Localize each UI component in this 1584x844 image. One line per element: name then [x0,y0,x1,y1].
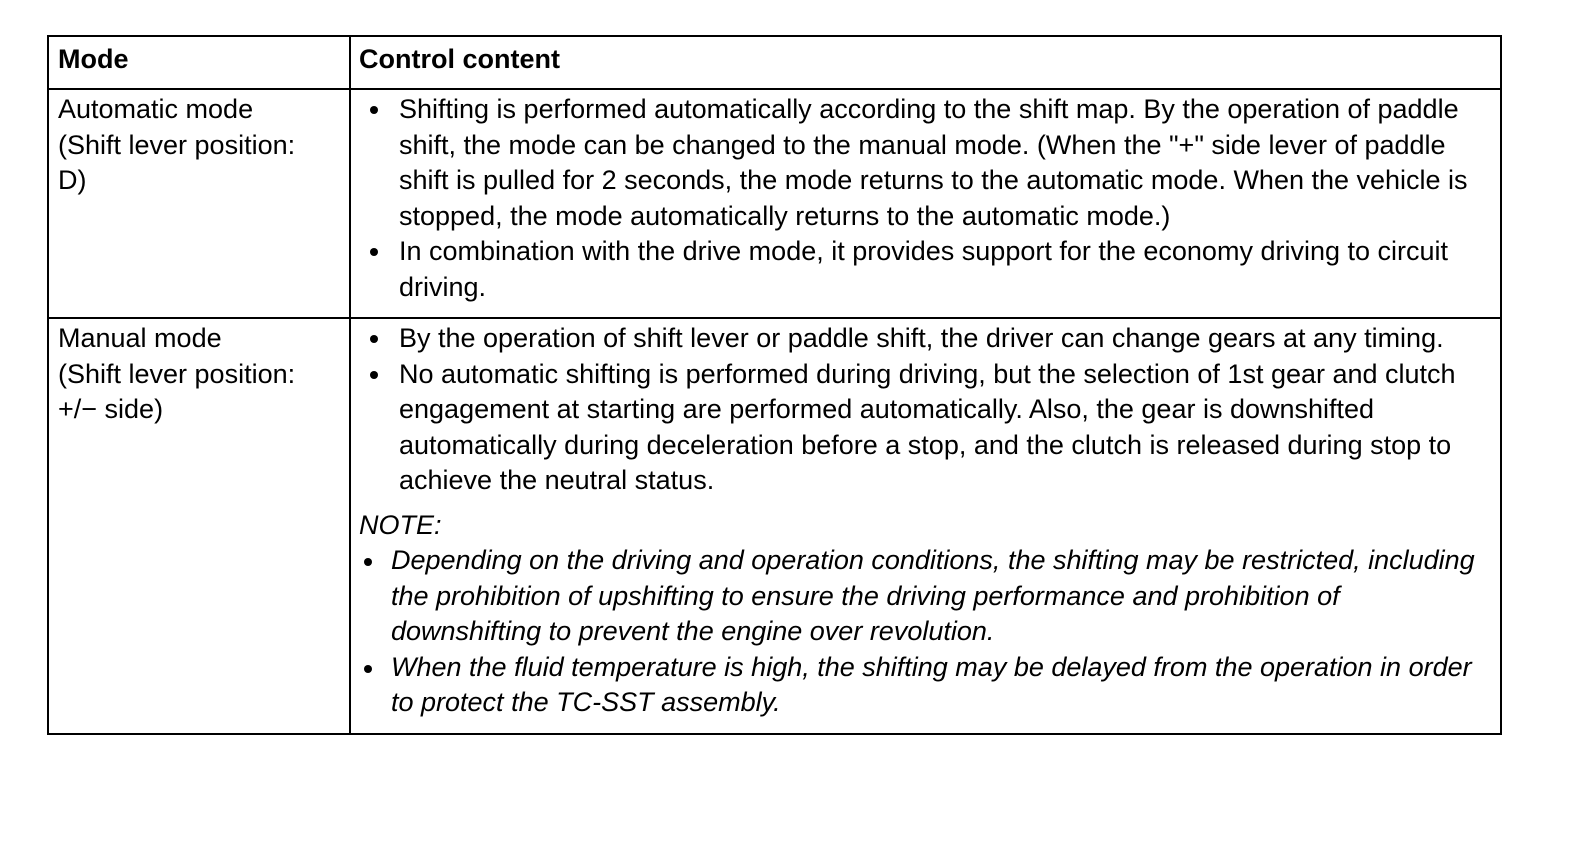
mode-detail: (Shift lever position: [58,358,296,389]
header-mode [48,36,350,89]
bullet-item: No automatic shifting is performed during driving, but the selection of 1st gear and clutch engagement at starting are performed automatically. Also, the gear is downshifted automatically during deceleration before a stop, and the clutch is released during stop to achieve the neutral status. [359,357,1490,499]
note-item: Depending on the driving and operation conditions, the shifting may be restricted, including the prohibition of upshifting to ensure the driving performance and prohibition of downshifting to prevent the engine over revolution. [359,543,1490,650]
mode-name: Automatic mode [58,94,254,124]
header-content-label: Control content [359,44,560,74]
bullet-item: By the operation of shift lever or paddle shift, the driver can change gears at any timing. [359,321,1490,357]
mode-control-table [47,35,1502,735]
mode-detail: +/− side) [58,394,164,424]
note-block [359,508,1490,721]
content-cell-manual [350,318,1501,734]
content-cell-automatic [350,89,1501,318]
bullet-item: In combination with the drive mode, it provides support for the economy driving to circuit driving. [359,234,1490,305]
header-row [48,36,1501,89]
bullet-list [359,321,1490,499]
table-row-manual-mode [48,318,1501,734]
mode-cell-manual [48,318,350,734]
bullet-item: Shifting is performed automatically according to the shift map. By the operation of paddle shift, the mode can be changed to the manual mode. (When the "+" side lever of paddle shift is pulled for 2 seconds, the mode returns to the automatic mode. When the vehicle is stopped, the mode automatically returns to the automatic mode.) [359,92,1490,234]
note-list [359,543,1490,721]
table-row-automatic-mode [48,89,1501,318]
mode-name: Manual mode [58,323,222,353]
header-mode-label: Mode [58,44,129,74]
bullet-list [359,92,1490,305]
mode-detail: D) [58,165,87,195]
mode-detail: (Shift lever position: [58,129,296,160]
mode-cell-automatic [48,89,350,318]
header-control-content [350,36,1501,89]
note-title: NOTE: [359,509,442,540]
note-item: When the fluid temperature is high, the shifting may be delayed from the operation in order to protect the TC-SST assembly. [359,650,1490,721]
